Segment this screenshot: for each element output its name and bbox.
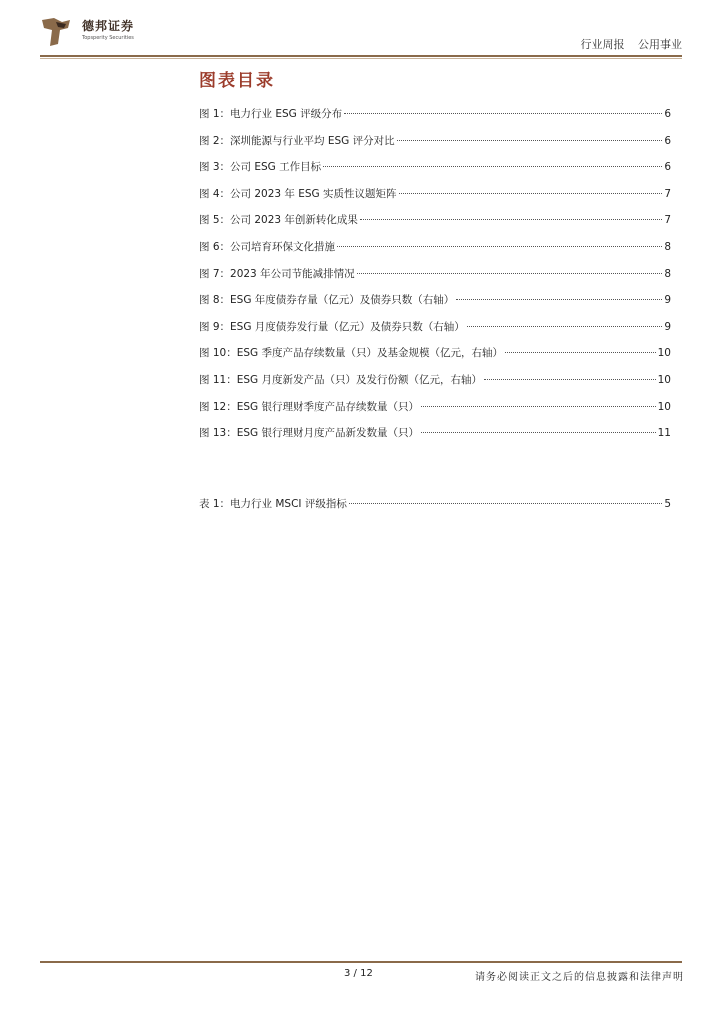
toc-entry-label: 图 9：ESG 月度债券发行量（亿元）及债券只数（右轴） bbox=[199, 320, 465, 333]
toc-entry[interactable] bbox=[199, 239, 671, 266]
toc-entry-page: 5 bbox=[664, 498, 671, 510]
footer-disclaimer: 请务必阅读正文之后的信息披露和法律声明 bbox=[475, 972, 684, 983]
toc-entry[interactable] bbox=[199, 292, 671, 319]
header-divider-thin bbox=[40, 58, 682, 59]
toc-entry-label: 图 10：ESG 季度产品存续数量（只）及基金规模（亿元，右轴） bbox=[199, 347, 503, 360]
toc-title: 图表目录 bbox=[199, 71, 275, 91]
toc-entry-page: 10 bbox=[657, 400, 671, 413]
toc-entry-page: 6 bbox=[664, 134, 671, 147]
page-indicator: 3 / 12 bbox=[344, 968, 373, 979]
toc-leader bbox=[505, 352, 656, 353]
toc-leader bbox=[349, 503, 662, 504]
report-type: 行业周报 bbox=[580, 38, 625, 51]
toc-entry-label: 图 8：ESG 年度债券存量（亿元）及债券只数（右轴） bbox=[199, 294, 455, 307]
toc-entry-page: 7 bbox=[664, 214, 671, 227]
toc-entry[interactable] bbox=[199, 186, 671, 213]
toc-entry[interactable] bbox=[199, 133, 671, 160]
toc-entry-label: 图 4：公司 2023 年 ESG 实质性议题矩阵 bbox=[199, 187, 397, 200]
toc-entry[interactable] bbox=[199, 496, 671, 523]
toc-entry-page: 11 bbox=[657, 427, 671, 440]
toc-leader bbox=[399, 193, 663, 194]
toc-entry-label: 图 1：电力行业 ESG 评级分布 bbox=[199, 108, 343, 120]
toc-entry-page: 9 bbox=[664, 294, 671, 307]
sector-name: 公用事业 bbox=[638, 38, 682, 51]
toc-leader bbox=[456, 299, 662, 300]
toc-entry-page: 10 bbox=[657, 373, 671, 386]
toc-entry-page: 9 bbox=[664, 320, 671, 333]
toc-leader bbox=[357, 273, 663, 274]
figure-list bbox=[199, 106, 671, 452]
toc-entry-page: 10 bbox=[657, 347, 671, 360]
toc-leader bbox=[421, 406, 656, 407]
toc-entry-page: 7 bbox=[664, 187, 671, 200]
toc-entry-label: 图 11：ESG 月度新发产品（只）及发行份额（亿元，右轴） bbox=[199, 373, 482, 386]
toc-entry-label: 图 2：深圳能源与行业平均 ESG 评分对比 bbox=[199, 134, 395, 147]
toc-entry-label: 图 5：公司 2023 年创新转化成果 bbox=[199, 214, 358, 227]
toc-entry[interactable] bbox=[199, 372, 671, 399]
toc-leader bbox=[421, 432, 656, 433]
toc-entry[interactable] bbox=[199, 425, 671, 452]
toc-entry[interactable] bbox=[199, 212, 671, 239]
toc-entry-label: 图 12：ESG 银行理财季度产品存续数量（只） bbox=[199, 400, 419, 413]
toc-entry-label: 图 13：ESG 银行理财月度产品新发数量（只） bbox=[199, 427, 419, 440]
toc-entry-page: 6 bbox=[664, 108, 671, 120]
toc-entry[interactable] bbox=[199, 266, 671, 293]
toc-entry[interactable] bbox=[199, 106, 671, 133]
company-logo bbox=[40, 14, 160, 50]
toc-leader bbox=[344, 113, 662, 114]
toc-leader bbox=[484, 379, 656, 380]
toc-entry-label: 表 1：电力行业 MSCI 评级指标 bbox=[199, 498, 347, 510]
toc-entry-label: 图 7：2023 年公司节能减排情况 bbox=[199, 267, 355, 280]
toc-entry-page: 6 bbox=[664, 161, 671, 174]
toc-entry[interactable] bbox=[199, 399, 671, 426]
toc-entry[interactable] bbox=[199, 319, 671, 346]
logo-company-name-en: Topsperity Securities bbox=[82, 35, 134, 41]
toc-leader bbox=[360, 219, 662, 220]
table-list bbox=[199, 496, 671, 523]
toc-entry[interactable] bbox=[199, 159, 671, 186]
logo-mark-icon bbox=[40, 16, 74, 48]
logo-company-name: 德邦证券 bbox=[82, 19, 135, 33]
toc-entry[interactable] bbox=[199, 345, 671, 372]
toc-leader bbox=[467, 326, 663, 327]
toc-leader bbox=[397, 140, 663, 141]
header-category bbox=[581, 36, 683, 52]
footer-divider bbox=[40, 961, 682, 963]
toc-entry-label: 图 6：公司培育环保文化措施 bbox=[199, 240, 336, 253]
page-header bbox=[40, 14, 682, 56]
header-divider bbox=[40, 55, 682, 57]
toc-leader bbox=[323, 166, 662, 167]
toc-leader bbox=[337, 246, 662, 247]
toc-entry-page: 8 bbox=[664, 240, 671, 253]
toc-entry-page: 8 bbox=[664, 267, 671, 280]
toc-entry-label: 图 3：公司 ESG 工作目标 bbox=[199, 161, 322, 174]
